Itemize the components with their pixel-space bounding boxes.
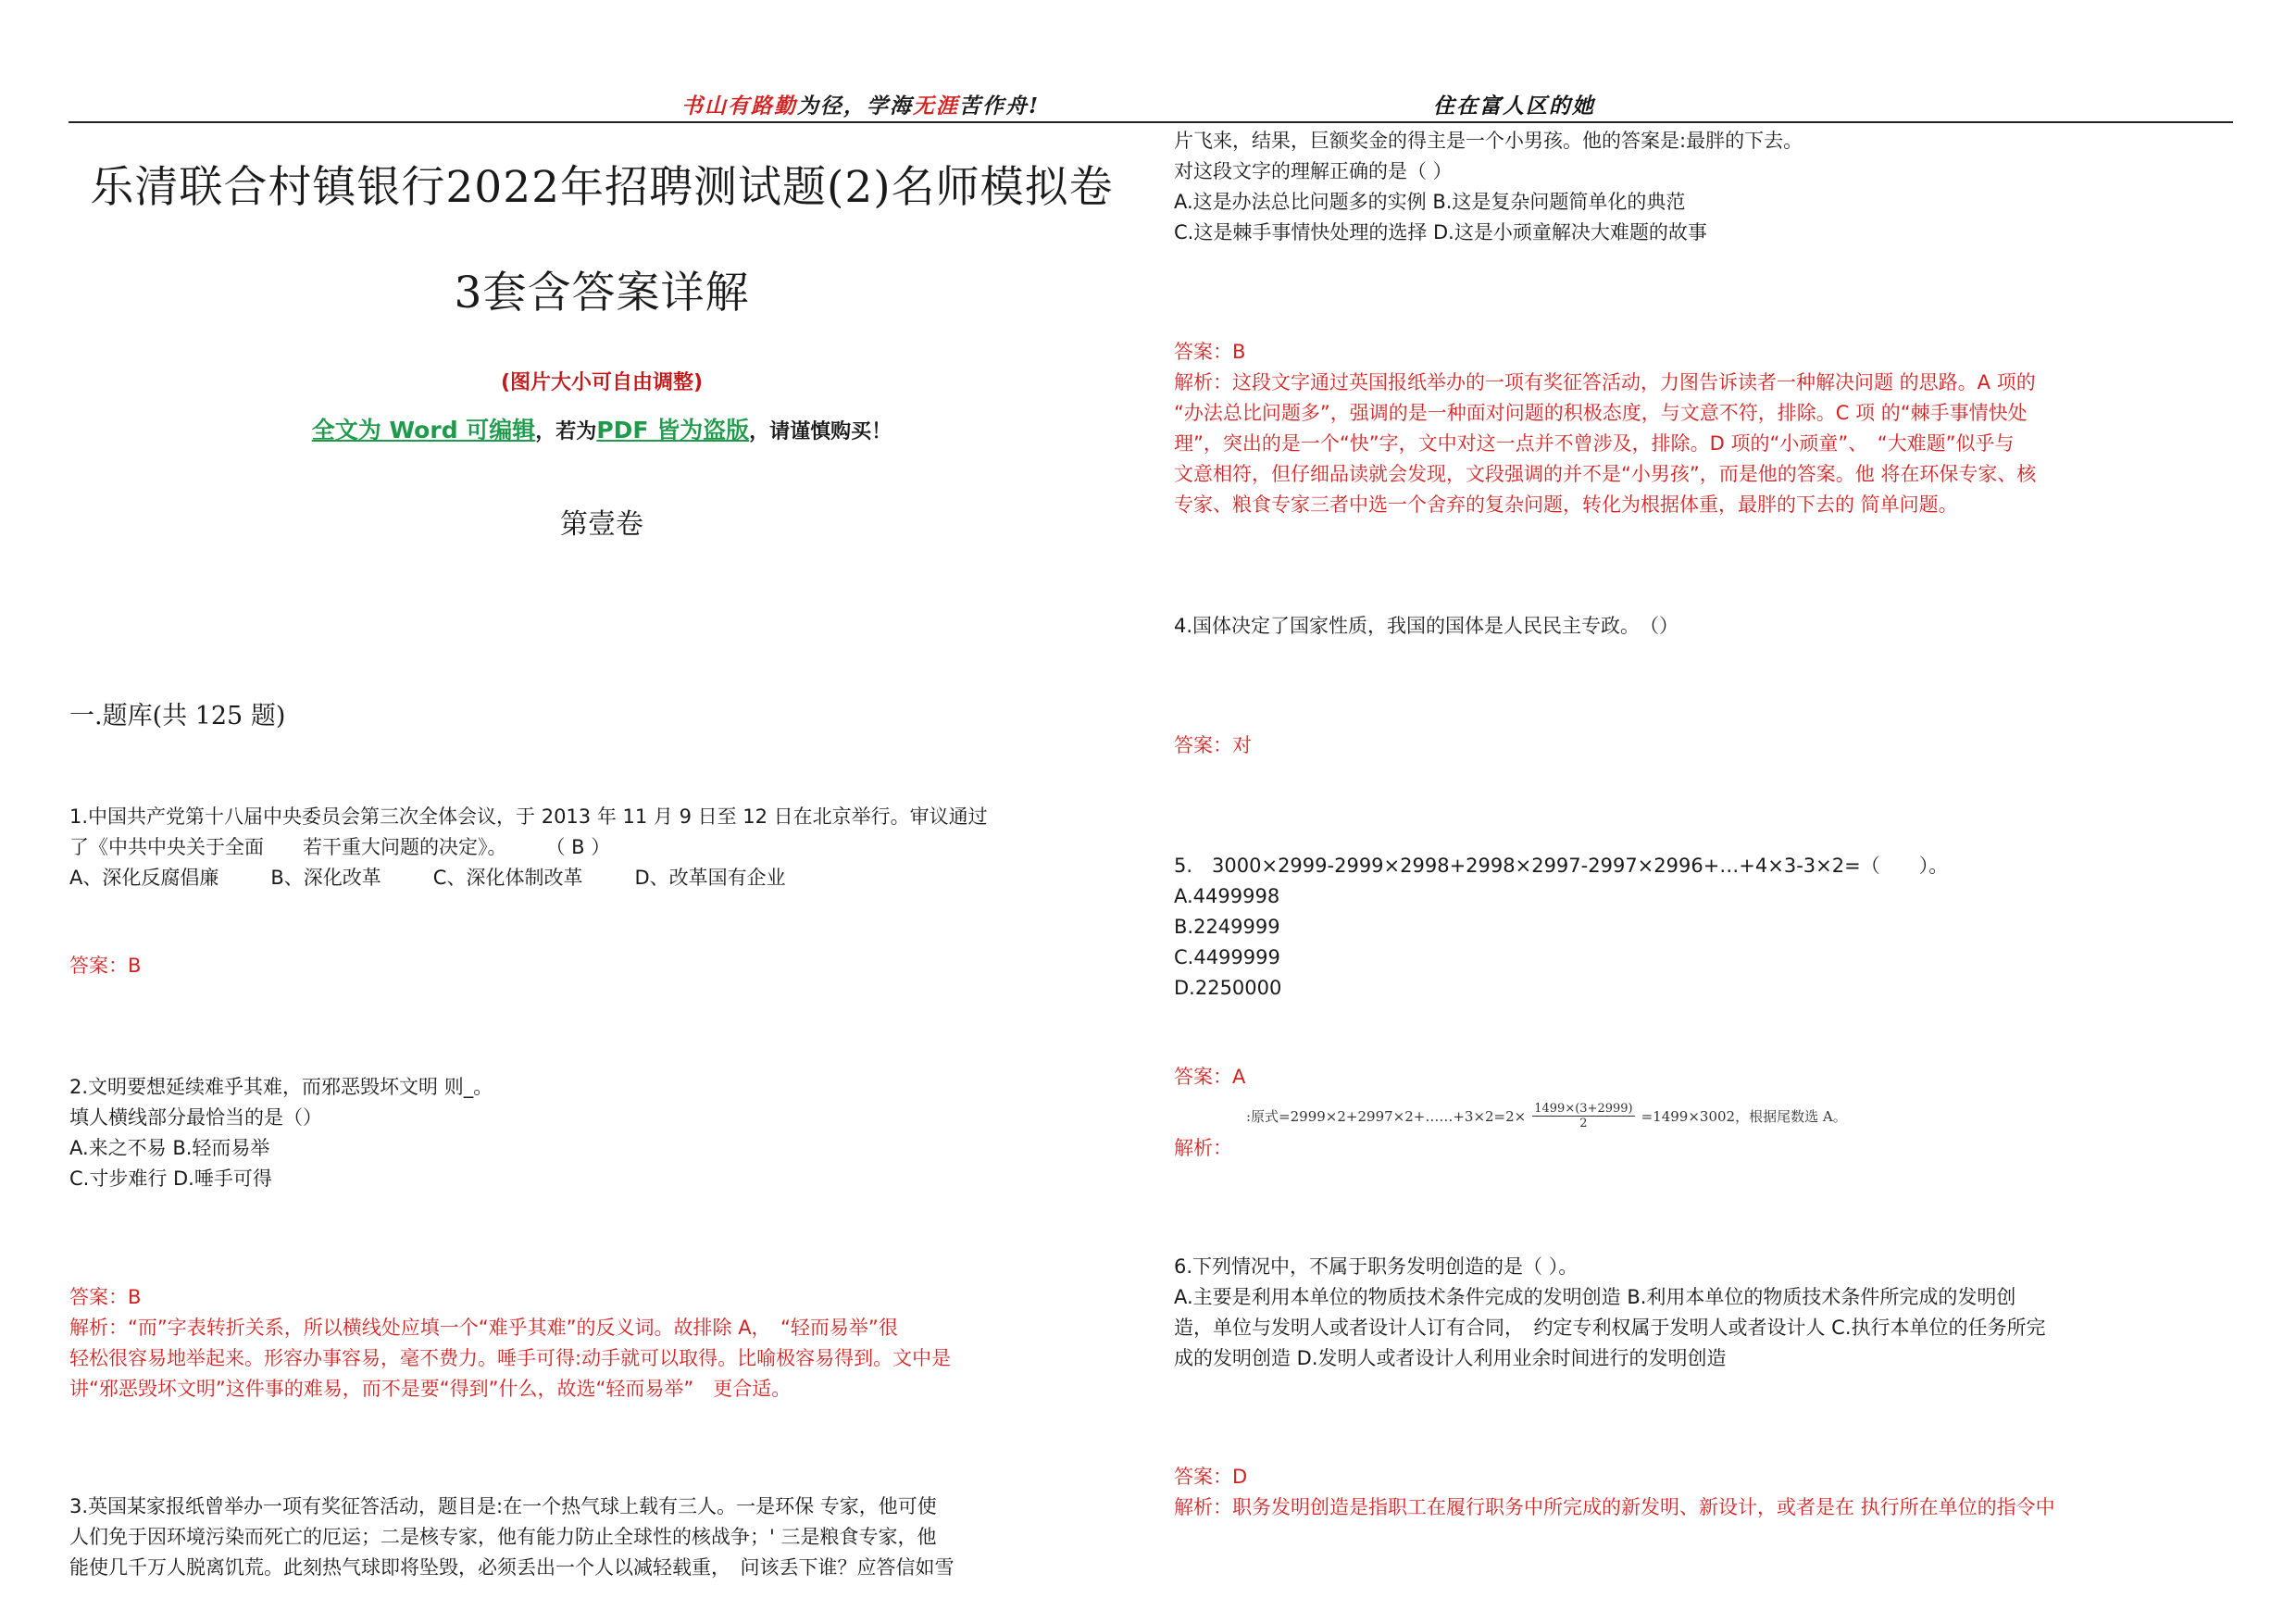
motto-part: 书山有路	[681, 94, 774, 119]
question-text: 3.英国某家报纸曾举办一项有奖征答活动，题目是:在一个热气球上载有三人。一是环保 专家，他可使	[69, 1495, 937, 1517]
fraction-denominator: 2	[1579, 1117, 1588, 1130]
question-4	[1174, 611, 2239, 761]
section-heading: 一.题库(共 125 题)	[69, 702, 286, 730]
option: C.4499999	[1174, 946, 1280, 968]
option: A.4499998	[1174, 885, 1280, 907]
question-text: 人们免于因环境污染而死亡的厄运；二是核专家，他有能力防止全球性的核战争；' 三是粮食专家，他	[69, 1526, 937, 1548]
header-divider	[69, 121, 2233, 123]
answer: 答案：对	[1174, 734, 1252, 756]
option: D.2250000	[1174, 977, 1282, 999]
title-line-1: 乐清联合村镇银行2022年招聘测试题(2)名师模拟卷	[90, 162, 1114, 213]
title-line-2: 3套含答案详解	[454, 268, 750, 318]
analysis-line: 轻松很容易地举起来。形容办事容易，毫不费力。唾手可得:动手就可以取得。比喻极容易得到。文中是	[69, 1347, 952, 1369]
fraction-numerator: 1499×(3+2999)	[1534, 1102, 1633, 1116]
question-3-part-2	[1174, 126, 2239, 520]
motto-part: 苦作舟!	[959, 94, 1041, 119]
option: B.2249999	[1174, 916, 1280, 938]
question-text: 填人横线部分最恰当的是（）	[69, 1106, 322, 1129]
question-text: 对这段文字的理解正确的是（ ）	[1174, 160, 1453, 182]
option: A、深化反腐倡廉	[69, 867, 219, 889]
question-6	[1174, 1252, 2239, 1523]
option: C.这是棘手事情快处理的选择 D.这是小顽童解决大难题的故事	[1174, 221, 1707, 243]
option: C、深化体制改革	[432, 867, 583, 889]
left-column	[69, 130, 1134, 1583]
analysis-label: 解析：	[1174, 1137, 1232, 1159]
resize-note: (图片大小可自由调整)	[500, 371, 704, 394]
question-text: 4.国体决定了国家性质，我国的国体是人民民主专政。 （）	[1174, 615, 1679, 637]
analysis-line: 讲“邪恶毁坏文明”这件事的难易，而不是要“得到”什么，故选“轻而易举” 更合适。	[69, 1378, 792, 1400]
header-motto	[681, 89, 1040, 119]
question-1	[69, 802, 1134, 981]
edit-notice	[69, 412, 1134, 445]
word-editable-link[interactable]: 全文为 Word 可编辑	[311, 417, 536, 443]
analysis-line: 解析：“而”字表转折关系，所以横线处应填一个“难乎其难”的反义词。故排除 A， “轻而易举”很	[69, 1317, 898, 1339]
question-text: 2.文明要想延续难乎其难，而邪恶毁坏文明 则_。	[69, 1076, 493, 1098]
right-column	[1174, 126, 2239, 1523]
analysis-line: 理”，突出的是一个“快”字，文中对这一点并不曾涉及，排除。D 项的“小顽童”、 “大难题”似乎与	[1174, 432, 2015, 455]
formula-fraction	[1532, 1102, 1634, 1130]
question-2	[69, 1072, 1134, 1405]
header-right-text: 住在富人区的她	[1433, 94, 1595, 119]
question-text: 了《中共中央关于全面 若干重大问题的决定》。 （ B ）	[69, 836, 611, 858]
question-text: 6.下列情况中，不属于职务发明创造的是（ ）。	[1174, 1255, 1578, 1278]
answer: 答案：A	[1174, 1066, 1246, 1088]
formula-post: =1499×3002，根据尾数选 A。	[1641, 1108, 1847, 1125]
option: C.寸步难行 D.唾手可得	[69, 1167, 272, 1190]
formula-image	[1174, 1102, 2239, 1133]
option: 造，单位与发明人或者设计人订有合同， 约定专利权属于发明人或者设计人 C.执行本单位的任务所完	[1174, 1317, 2046, 1339]
motto-part: 无涯	[913, 94, 959, 119]
volume-heading: 第壹卷	[560, 508, 643, 541]
question-text: 能使几千万人脱离饥荒。此刻热气球即将坠毁，必须丢出一个人以减轻载重， 问该丢下谁？应答信如雪	[69, 1556, 955, 1579]
question-options	[69, 863, 1134, 893]
question-text: 片飞来，结果，巨额奖金的得主是一个小男孩。他的答案是:最胖的下去。	[1174, 130, 1803, 152]
document-title	[69, 135, 1134, 346]
question-text: 1.中国共产党第十八届中央委员会第三次全体会议，于 2013 年 11 月 9 日至 12 日在北京举行。审议通过	[69, 805, 988, 828]
question-5	[1174, 851, 2239, 1164]
option: A.这是办法总比问题多的实例 B.这是复杂问题简单化的典范	[1174, 191, 1686, 213]
option: A.来之不易 B.轻而易举	[69, 1137, 270, 1159]
analysis-line: “办法总比问题多”，强调的是一种面对问题的积极态度，与文意不符，排除。C 项 的“棘手事情快处	[1174, 402, 2028, 424]
option: A.主要是利用本单位的物质技术条件完成的发明创造 B.利用本单位的物质技术条件所完成的发明创	[1174, 1286, 2016, 1308]
option: B、深化改革	[270, 867, 381, 889]
pdf-piracy-link[interactable]: PDF 皆为盗版	[596, 417, 750, 443]
option: D、改革国有企业	[634, 867, 786, 889]
motto-part: 勤	[774, 94, 797, 119]
answer: 答案：B	[69, 955, 142, 977]
analysis-line: 文意相符，但仔细品读就会发现，文段强调的并不是“小男孩”，而是他的答案。他 将在环保专家、核	[1174, 463, 2037, 485]
motto-part: 为径，学海	[797, 94, 913, 119]
answer: 答案：B	[69, 1286, 142, 1308]
answer: 答案：B	[1174, 341, 1246, 363]
analysis-line: 解析：职务发明创造是指职工在履行职务中所完成的新发明、新设计，或者是在 执行所在单位的指令中	[1174, 1496, 2055, 1518]
question-text: 5. 3000×2999-2999×2998+2998×2997-2997×2996+…+4×3-3×2=（ ）。	[1174, 855, 1949, 877]
question-3-part-1	[69, 1492, 1134, 1583]
analysis-line: 专家、粮食专家三者中选一个舍弃的复杂问题，转化为根据体重，最胖的下去的 简单问题。	[1174, 493, 1958, 516]
formula-pre: :原式=2999×2+2997×2+……+3×2=2×	[1246, 1108, 1527, 1125]
formula	[1246, 1102, 1847, 1130]
answer: 答案：D	[1174, 1466, 1248, 1488]
edit-notice-end: ，请谨慎购买！	[749, 420, 892, 443]
edit-notice-mid: ，若为	[535, 420, 597, 443]
option: 成的发明创造 D.发明人或者设计人利用业余时间进行的发明创造	[1174, 1347, 1727, 1369]
analysis-line: 解析：这段文字通过英国报纸举办的一项有奖征答活动，力图告诉读者一种解决问题 的思路。A 项的	[1174, 371, 2036, 393]
